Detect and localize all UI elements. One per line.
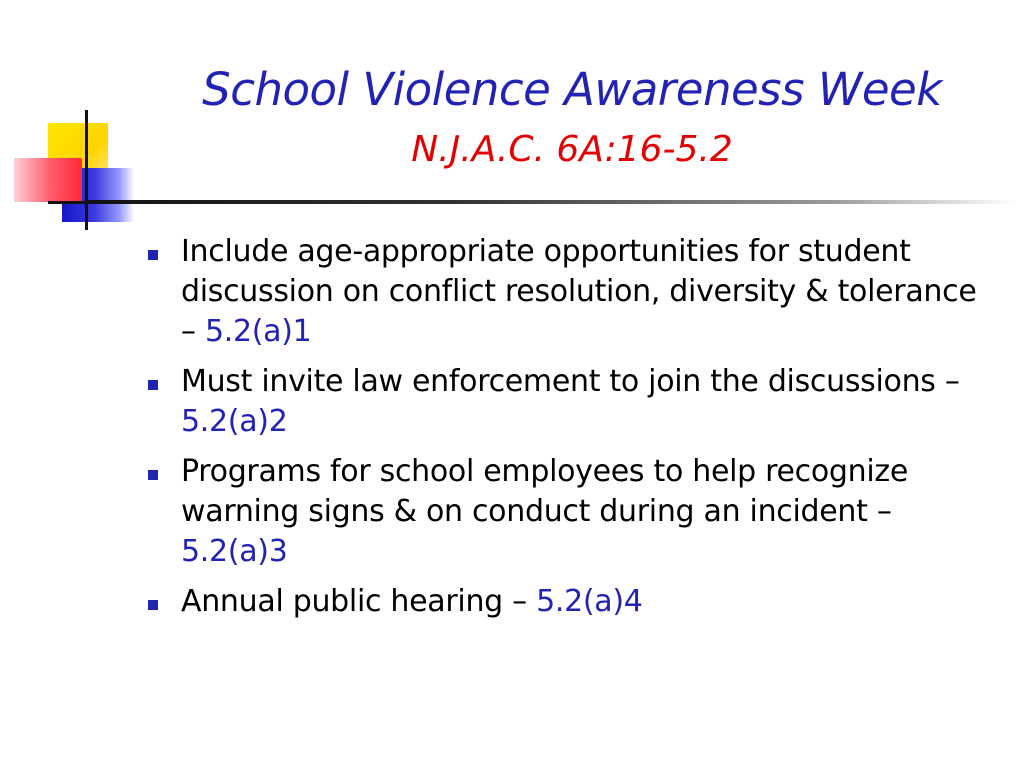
bullet-item: [140, 232, 1000, 352]
slide-title: School Violence Awareness Week: [202, 63, 942, 116]
slide-subtitle: N.J.A.C. 6A:16-5.2: [411, 129, 733, 170]
square-bullet-icon: [148, 250, 158, 260]
bullet-text: Programs for school employees to help recognize warning signs & on conduct during an incident –: [181, 454, 909, 529]
bullet-reference: 5.2(a)1: [204, 314, 312, 349]
title-underline-rule: [86, 200, 1016, 204]
bullet-reference: 5.2(a)4: [536, 584, 643, 619]
bullet-list: [140, 232, 1000, 632]
square-bullet-icon: [148, 380, 158, 390]
decorative-logo: [0, 0, 160, 240]
bullet-reference: 5.2(a)3: [181, 534, 288, 569]
bullet-text: Annual public hearing –: [181, 584, 537, 619]
red-square-shape: [14, 158, 82, 202]
vertical-line-shape: [85, 110, 88, 230]
bullet-text: Include age-appropriate opportunities for student discussion on conflict resolution, diversity & tolerance –: [181, 234, 977, 349]
square-bullet-icon: [148, 470, 158, 480]
bullet-reference: 5.2(a)2: [181, 404, 288, 439]
bullet-item: [140, 362, 1000, 442]
bullet-item: [140, 452, 1000, 572]
bullet-item: [140, 582, 1000, 622]
bullet-text: Must invite law enforcement to join the discussions –: [181, 364, 960, 399]
square-bullet-icon: [148, 600, 158, 610]
